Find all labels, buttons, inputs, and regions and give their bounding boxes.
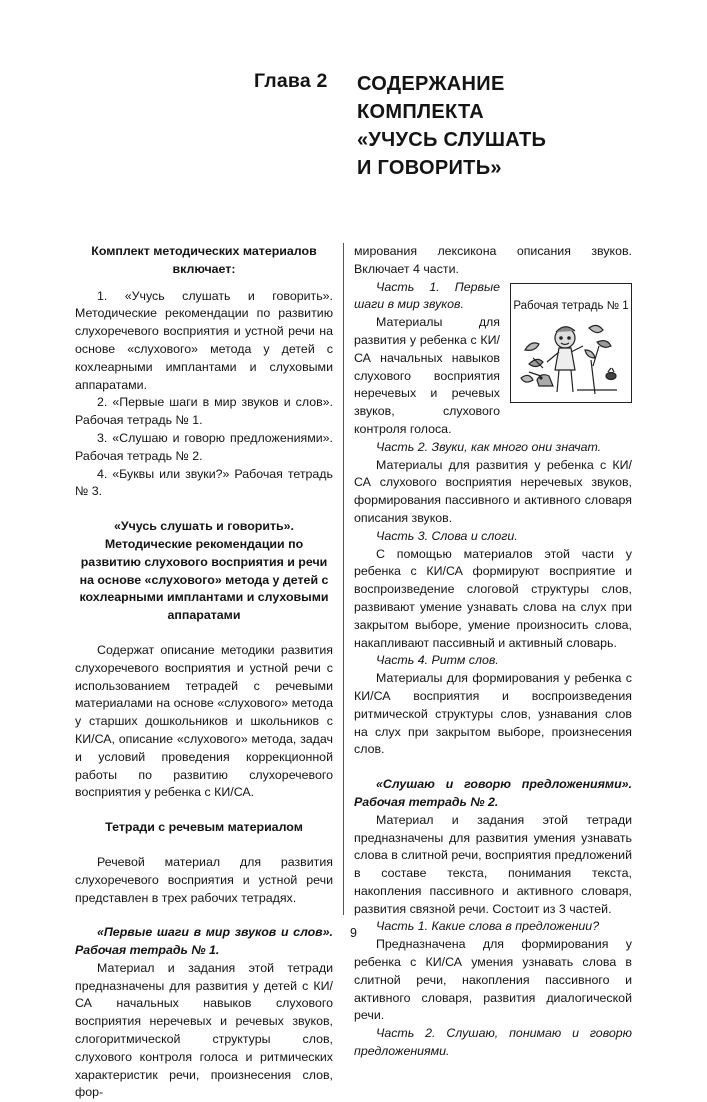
boy-with-dog-illustration-icon [519,320,623,396]
kit-list-item: 4. «Буквы или звуки?» Рабочая тетрадь № 3. [75,466,333,499]
notebook2-part1-text: Предназначена для формирования у ребенка с КИ/СА умения узнавать слова в слитной речи, накопления пассивного и активного словаря, развития диалогической речи. [354,937,632,1023]
notebook2-heading: «Слушаю и говорю предложениями». Рабочая тетрадь № 2. [354,777,632,809]
notebook1-heading: «Первые шаги в мир звуков и слов». Рабочая тетрадь № 1. [75,925,333,958]
notebook2-text: Материал и задания этой тетради предназначены для развития умения узнавать слова в слитной речи, восприятия предложений в составе текста, понимания текста, накопления пассивного и активного словаря, развития связной речи. Состоит из 3 частей. [354,812,632,916]
left-column [75,243,333,1102]
page-number: 9 [350,926,357,940]
chapter-title-line: И ГОВОРИТЬ» [357,157,502,179]
kit-heading: Комплект методических материалов включает: [91,244,317,276]
figure-caption: Рабочая тетрадь № 1 [513,299,629,312]
kit-list-item: 2. «Первые шаги в мир звуков и слов». Рабочая тетрадь № 1. [75,395,333,428]
kit-list-item: 1. «Учусь слушать и говорить». Методические рекомендации по развитию слухоречевого восприятия и устной речи на основе «слухового» метода у детей с кохлеарными имплантами и слуховыми аппаратами. [75,288,333,392]
column-divider [343,243,344,915]
notebook2-part1-title: Часть 1. Какие слова в предложении? [376,919,600,934]
kit-list-item: 3. «Слушаю и говорю предложениями». Рабочая тетрадь № 2. [75,430,333,463]
part2-title: Часть 2. Звуки, как много они значат. [376,439,602,454]
part1-title: Часть 1. Первые шаги в мир звуков. [354,279,500,312]
notebooks-text: Речевой материал для развития слухоречевого восприятия и устной речи представлен в трех рабочих тетрадях. [75,854,333,905]
notebook-figure [510,283,632,403]
notebook2-part2-title: Часть 2. Слушаю, понимаю и говорю предложениями. [354,1026,632,1059]
part1-text: Материалы для развития у ребенка с КИ/СА начальных навыков слухового восприятия неречевых и речевых звуков, слухового контроля голоса. [354,315,500,436]
chapter-title-line: КОМПЛЕКТА [357,101,484,123]
notebooks-heading: Тетради с речевым материалом [105,820,303,835]
chapter-label: Глава 2 [254,70,328,92]
method-heading: «Учусь слушать и говорить». Методические рекомендации по развитию слухового восприятия и речи на основе «слухового» метода у детей с кохлеарными имплантами и слуховыми аппаратами [79,519,329,623]
chapter-title [357,70,657,182]
part3-title: Часть 3. Слова и слоги. [376,528,518,543]
part4-title: Часть 4. Ритм слов. [376,653,499,668]
notebook1-intro: мирования лексикона описания звуков. Включает 4 части. [354,244,632,276]
method-text: Содержат описание методики развития слухоречевого восприятия и устной речи с использованием тетрадей с речевыми материалами на основе «слухового» метода у старших дошкольников и школьников с КИ/СА, описание «слухового» метода, задач и условий проведения коррекционной работы по развитию слухоречевого восприятия у ребенка с КИ/СА. [75,642,333,800]
chapter-title-line: «УЧУСЬ СЛУШАТЬ [357,129,547,151]
notebook1-text: Материал и задания этой тетради предназначены для развития у детей с КИ/СА начальных навыков слухового восприятия неречевых и речевых звуков, слогоритмической структуры слов, слухового контроля голоса и ритмических характеристик речи, произнесения слов, фор- [75,960,333,1100]
part3-text: С помощью материалов этой части у ребенка с КИ/СА формируют восприятие и воспроизведение слоговой структуры слов, развивают умение узнавать слова на слух при закрытом выборе, умение произносить слова, накапливают пассивный и активный словарь. [354,546,632,650]
part2-text: Материалы для развития у ребенка с КИ/СА слухового восприятия неречевых звуков, формирования пассивного и активного словаря описания звуков. [354,457,632,525]
chapter-title-line: СОДЕРЖАНИЕ [357,73,505,95]
part4-text: Материалы для формирования у ребенка с КИ/СА восприятия и воспроизведения ритмической структуры слов, узнавания слов на слух при закрытом выборе, произнесения слов. [354,671,632,757]
